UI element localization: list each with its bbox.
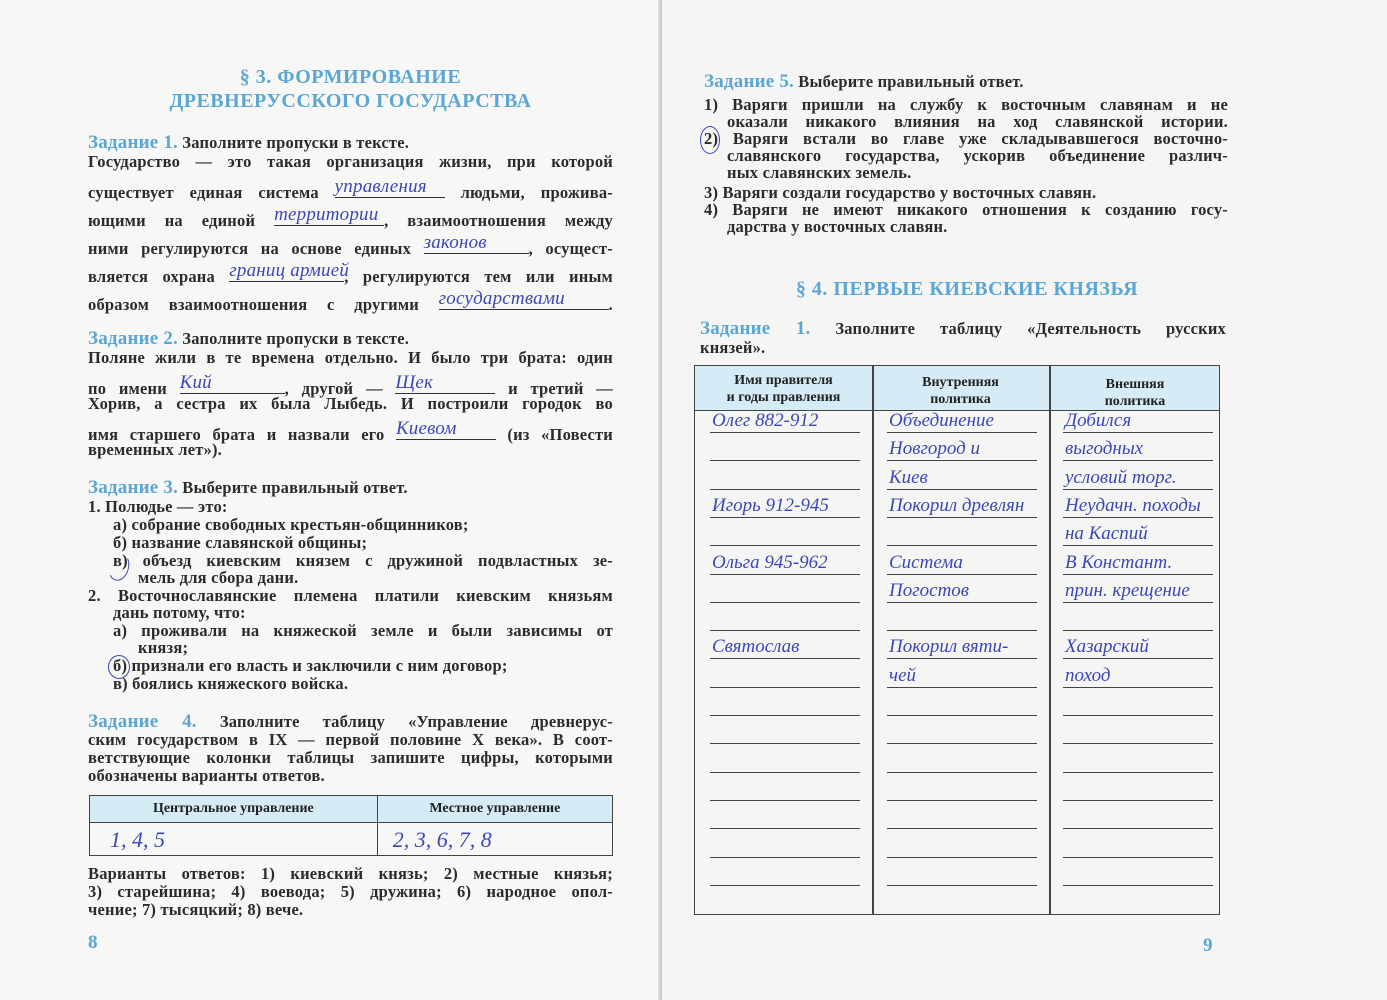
option[interactable]: 4) Варяги не имеют никакого отношения к созданию госу- [704,200,1228,219]
answer-blank[interactable]: управления [335,181,445,198]
task-instruction: Заполните пропуски в тексте. [182,329,410,348]
answer-line[interactable] [710,545,860,546]
governance-table [89,795,613,856]
answer-line[interactable] [710,800,860,801]
answer-line[interactable] [887,630,1037,631]
answer-line[interactable] [1063,658,1213,659]
answer-line[interactable] [1063,715,1213,716]
option[interactable]: 1) Варяги пришли на службу к восточным славянам и не [704,95,1228,114]
text-line: вляется охрана границ армией , регулируются тем или иным [88,260,613,286]
answer-line[interactable] [887,800,1037,801]
answer-line[interactable] [1063,489,1213,490]
answer-line[interactable] [1063,800,1213,801]
answer-line[interactable] [710,772,860,773]
answer-line[interactable] [710,602,860,603]
handwritten-entry: Покорил вяти- [889,636,1009,658]
option-selected[interactable]: б) признали его власть и заключили с ним договор; [113,656,508,675]
task4-heading: Задание 4. Заполните таблицу «Управление древнерус- [88,711,614,732]
task5-heading [704,73,1024,91]
option-selected[interactable]: 2) Варяги встали во главе уже складывавшегося восточно- [704,129,1228,148]
answer-line[interactable] [887,489,1037,490]
answer-line[interactable] [710,517,860,518]
task-instruction: Выберите правильный ответ. [798,72,1024,91]
task-label: Задание 1. [88,132,178,153]
handwritten-entry: Хазарский [1065,636,1149,658]
handwritten-entry: поход [1065,664,1111,686]
option-continued: ных славянских земель. [727,163,912,182]
answer-line[interactable] [1063,630,1213,631]
option-selected[interactable]: в) объезд киевским князем с дружиной подвластных зе- [113,551,613,570]
answer-line[interactable] [1063,885,1213,886]
answer-line[interactable] [887,460,1037,461]
answer-blank[interactable]: Киевом [396,423,496,440]
task-label: Задание 2. [88,328,178,349]
answer-line[interactable] [710,574,860,575]
answer-blank[interactable]: Щек [395,377,495,394]
text-line: ским государством в IX — первой половине X века». В соот- [88,730,613,749]
answer-line[interactable] [887,602,1037,603]
handwritten-entry: Игорь 912-945 [712,494,829,516]
answer-line[interactable] [710,743,860,744]
handwritten-entry: В Констант. [1065,551,1173,573]
answer-blank[interactable]: законов [424,237,529,254]
answer-line[interactable] [710,432,860,433]
answer-line[interactable] [1063,574,1213,575]
left-page [0,0,660,1000]
option-continued: князя; [138,638,189,657]
answer-line[interactable] [887,517,1037,518]
section-title: § 4. ПЕРВЫЕ КИЕВСКИЕ КНЯЗЬЯ [795,278,1139,300]
task-label: Задание 4. [88,711,197,732]
task-label: Задание 3. [88,477,178,498]
answer-line[interactable] [1063,432,1213,433]
task-instruction: Заполните пропуски в тексте. [182,133,410,152]
answer-line[interactable] [1063,857,1213,858]
text-line: чение; 7) тысяцкий; 8) вече. [88,900,304,919]
handwritten-entry: на Каспий [1065,523,1148,545]
answer-line[interactable] [887,545,1037,546]
page-number: 8 [88,932,98,953]
handwritten-entry: прин. крещение [1065,579,1190,601]
column-header-external: Внешняя политика [1104,377,1166,409]
text-line: ющими на единой территории , взаимоотношения между [88,204,613,230]
column-header-internal: Внутренняя политика [922,375,999,407]
answer-blank[interactable]: Кий [180,377,285,394]
option[interactable]: а) проживали на княжеской земле и были зависимы от [113,621,613,640]
question: 1. Полюдье — это: [88,497,228,516]
answer-line[interactable] [887,574,1037,575]
answer-mark [700,126,720,154]
text-line: Варианты ответов: 1) киевский князь; 2) местные князья; [88,864,613,883]
text-line: 3) старейшина; 4) воевода; 5) дружина; 6) народное опол- [88,882,613,901]
text-line: Хорив, а сестра их была Лыбедь. И построили городок во [88,394,613,413]
section-title-line2: ДРЕВНЕРУССКОГО ГОСУДАРСТВА [169,90,532,112]
page-number: 9 [1203,935,1213,956]
answer-line[interactable] [1063,828,1213,829]
option[interactable]: 3) Варяги создали государство у восточных славян. [704,183,1097,202]
task2-heading [88,330,409,348]
answer-line[interactable] [887,772,1037,773]
handwritten-entry: Олег 882-912 [712,410,819,431]
section-title-line1: § 3. ФОРМИРОВАНИЕ [239,66,462,88]
column-divider [872,366,874,914]
princes-activity-table [694,365,1220,915]
handwritten-entry: чей [889,664,916,686]
text-line: обозначены варианты ответов. [88,766,325,785]
text-line: временных лет»). [88,440,222,459]
task-instruction: Выберите правильный ответ. [182,478,408,497]
question-continued: дань потому, что: [113,603,246,622]
column-header: Центральное управление [90,796,378,823]
text-line: образом взаимоотношения с другими государствами . [88,288,613,314]
task-label: Задание 1. [700,318,811,339]
answer-line[interactable] [710,828,860,829]
handwritten-entry: Добился [1065,410,1132,431]
column-header-ruler: Имя правителя и годы правления [726,373,841,405]
column-header: Местное управление [377,796,612,823]
answer-cell[interactable]: 2, 3, 6, 7, 8 [377,823,612,856]
handwritten-entry: Система [889,551,963,573]
answer-line[interactable] [710,885,860,886]
handwritten-entry: Неудачн. походы [1065,494,1201,516]
option[interactable]: а) собрание свободных крестьян-общинников; [113,515,469,534]
handwritten-entry: Ольга 945-962 [712,551,828,573]
column-divider [1049,366,1051,914]
answer-line[interactable] [887,432,1037,433]
answer-line[interactable] [887,828,1037,829]
handwritten-entry: Покорил древлян [889,494,1025,516]
text-line: ними регулируются на основе единых законов , осущест- [88,232,613,258]
text-line: Государство — это такая организация жизни, при которой [88,152,613,171]
answer-cell[interactable]: 1, 4, 5 [90,823,378,856]
text-line: ветствующие колонки таблицы запишите цифры, которыми [88,748,613,767]
answer-line[interactable] [1063,772,1213,773]
option-continued: мель для сбора дани. [138,568,299,587]
answer-line[interactable] [1063,460,1213,461]
answer-line[interactable] [1063,602,1213,603]
answer-line[interactable] [887,743,1037,744]
option[interactable]: в) боялись княжеского войска. [113,674,349,693]
text-line: по имени Кий , другой — Щек и третий — [88,372,613,398]
answer-line[interactable] [710,658,860,659]
answer-line[interactable] [1063,517,1213,518]
answer-line[interactable] [887,857,1037,858]
handwritten-entry: условий торг. [1065,466,1177,488]
answer-line[interactable] [710,630,860,631]
answer-blank[interactable]: государствами [439,293,609,310]
answer-line[interactable] [1063,687,1213,688]
option-continued: оказали никакого влияния на ход славянской истории. [727,112,1228,131]
question: 2. Восточнославянские племена платили киевским князьям [88,586,613,605]
option-continued: славянского государства, ускорив объединение различ- [727,146,1228,165]
task1-heading: Задание 1. Заполните таблицу «Деятельность русских [700,318,1227,339]
text-line: имя старшего брата и назвали его Киевом (из «Повести [88,418,613,444]
option-continued: дарства у восточных славян. [727,217,948,236]
handwritten-entry: выгодных [1065,438,1144,460]
answer-blank[interactable]: границ армией [229,260,350,281]
handwritten-entry: Погостов [889,579,970,601]
text-line: существует единая система управления людьми, прожива- [88,176,613,202]
task-label: Задание 5. [704,71,794,92]
answer-line[interactable] [887,885,1037,886]
answer-line[interactable] [1063,545,1213,546]
handwritten-entry: Новгород и [889,438,980,460]
answer-line[interactable] [710,687,860,688]
handwritten-entry: Объединение [889,410,994,431]
text-line: Поляне жили в те времена отдельно. И было три брата: один [88,348,613,367]
text-line: князей». [700,338,766,357]
answer-line[interactable] [710,857,860,858]
answer-line[interactable] [887,687,1037,688]
answer-line[interactable] [710,715,860,716]
answer-line[interactable] [1063,743,1213,744]
task1-heading [88,134,409,152]
option[interactable]: б) название славянской общины; [113,533,368,552]
answer-line[interactable] [887,658,1037,659]
handwritten-entry: Киев [889,466,928,488]
answer-line[interactable] [887,715,1037,716]
answer-blank[interactable]: территории [274,209,384,226]
task3-heading [88,479,408,497]
answer-line[interactable] [710,489,860,490]
handwritten-entry: Святослав [712,636,800,658]
answer-line[interactable] [710,460,860,461]
